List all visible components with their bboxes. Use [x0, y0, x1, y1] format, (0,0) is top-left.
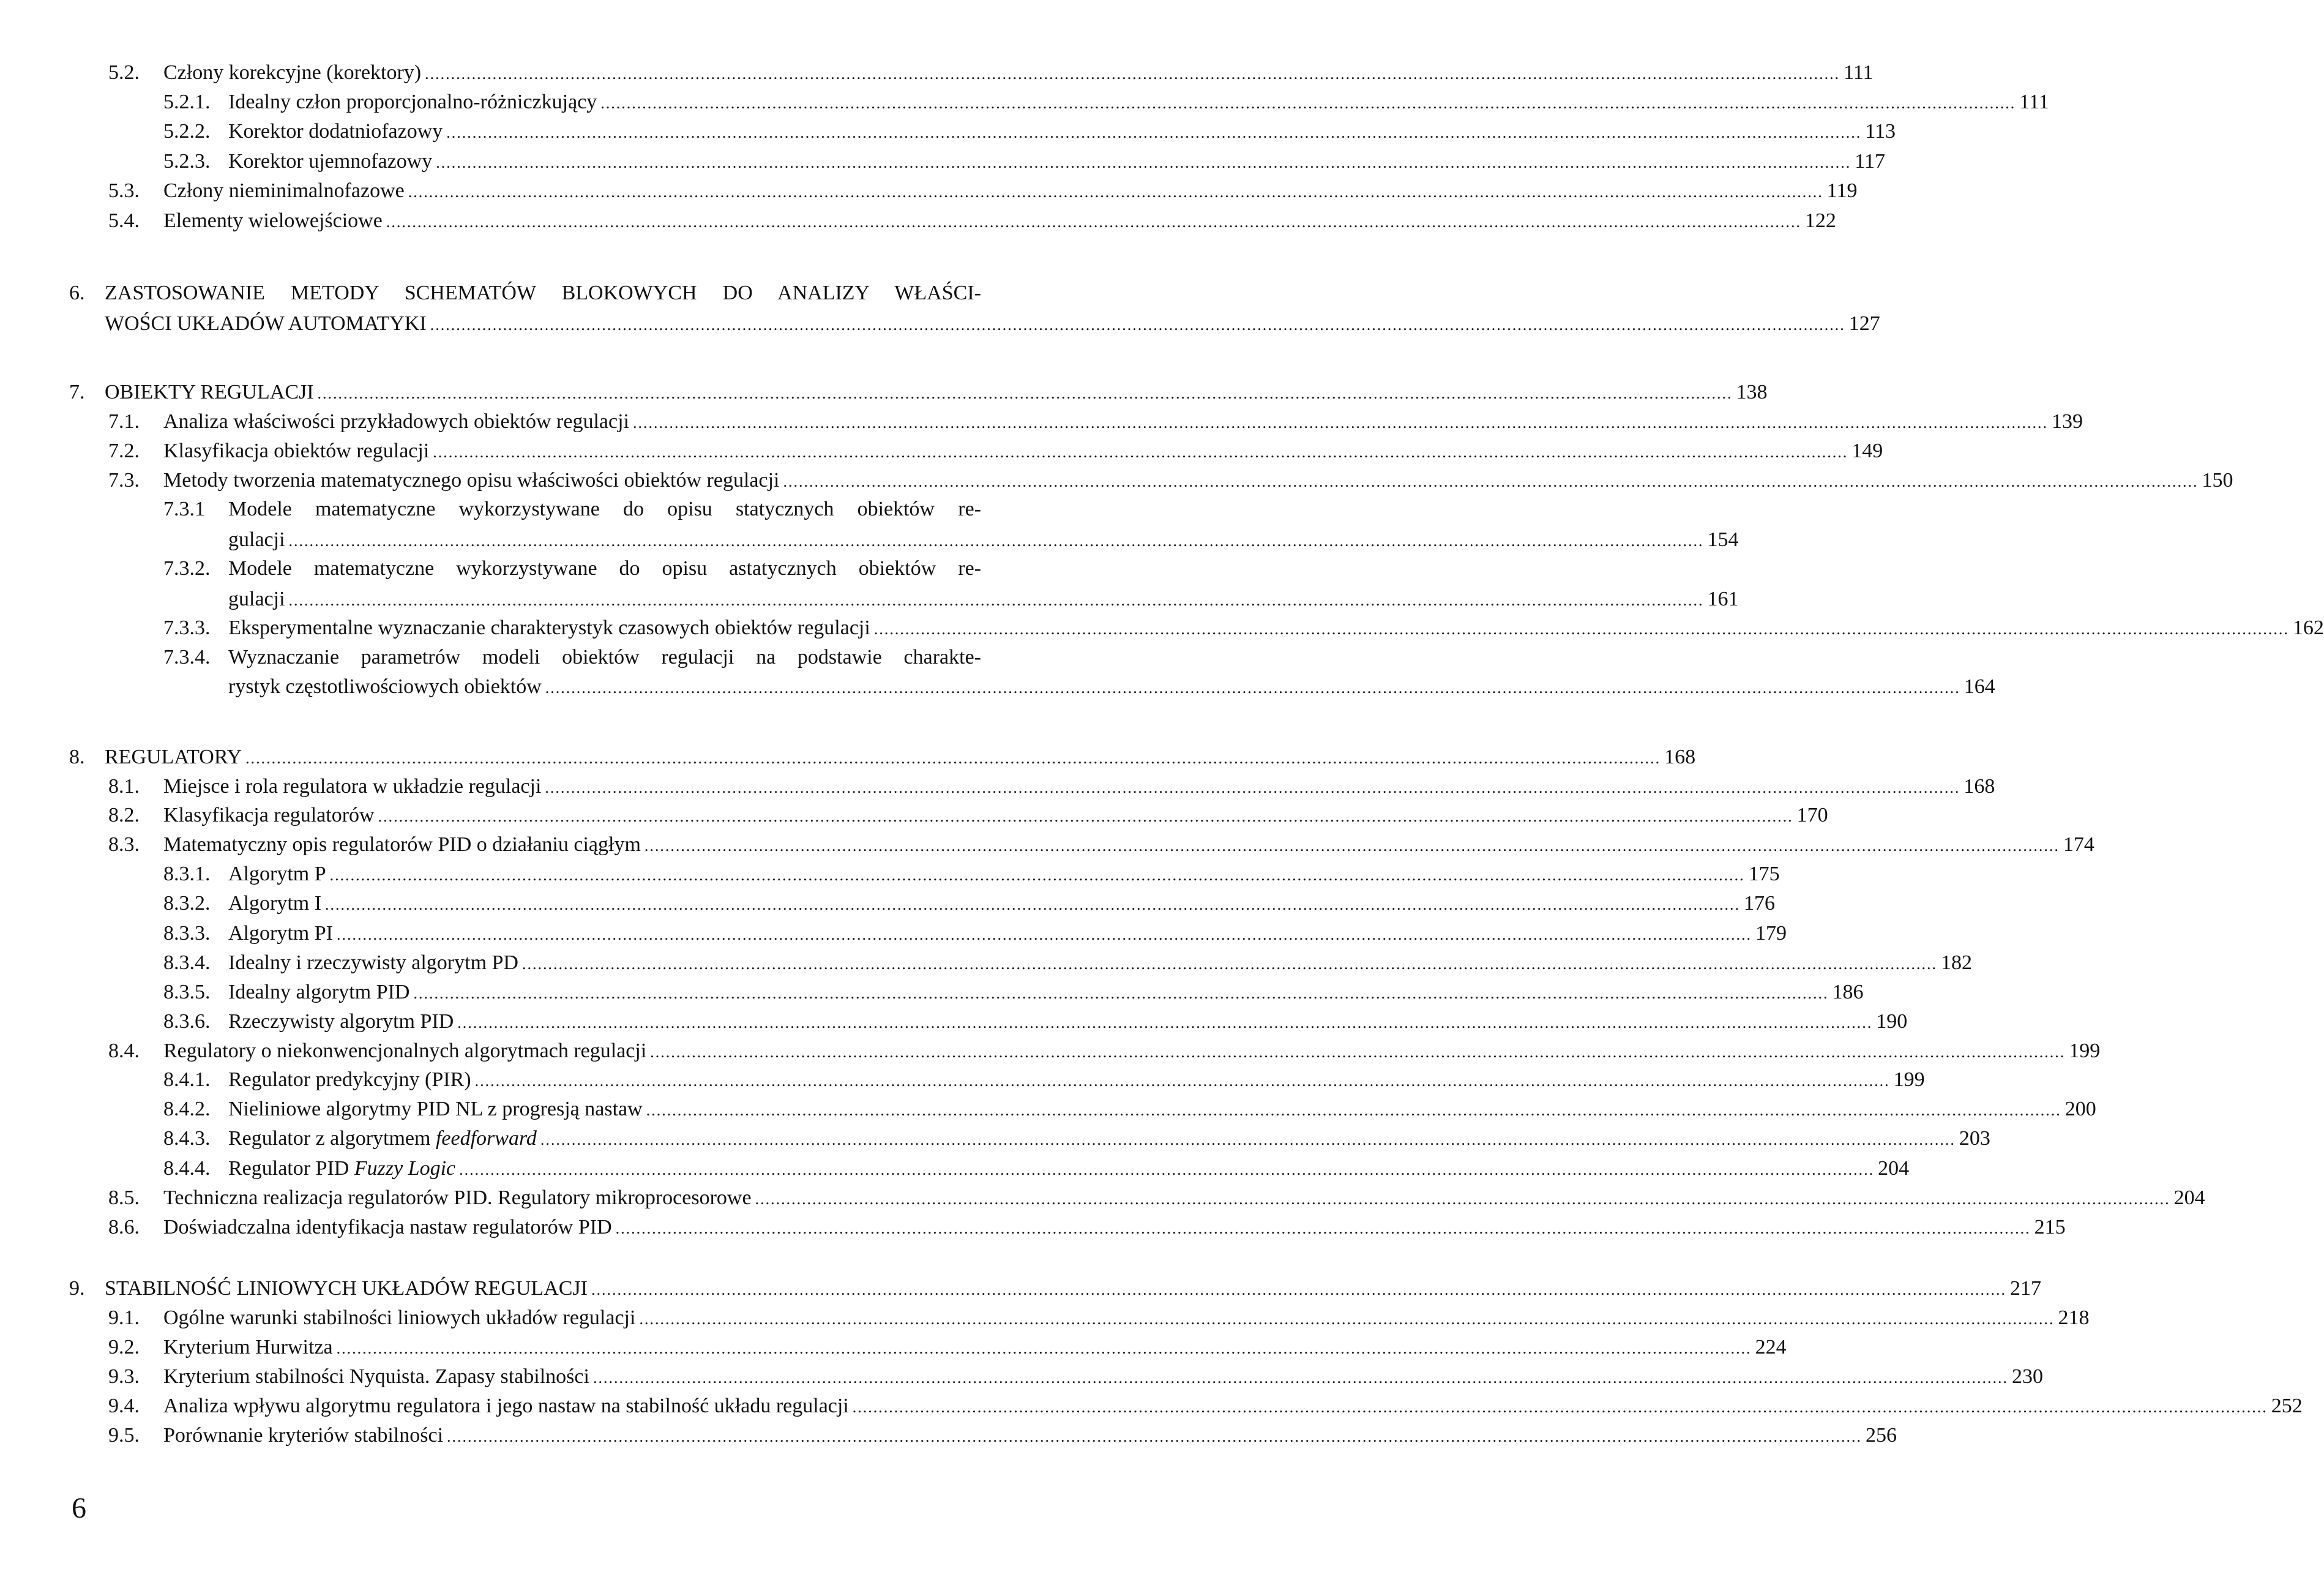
page-ref: 215 [2034, 1216, 2066, 1238]
entry-title: Analiza właściwości przykładowych obiektów regulacji [163, 410, 629, 433]
entry-title: OBIEKTY REGULACJI [105, 381, 314, 403]
entry-title-line-1: Wyznaczanie parametrów modeli obiektów regulacji na podstawie charakte- [228, 646, 981, 669]
dot-leader: ................................................................................................................................................................................................................................................................................ [632, 414, 2048, 432]
dot-leader: ................................................................................................................................................................................................................................................................................ [245, 749, 1661, 767]
toc-entry-8-2 [108, 803, 1828, 828]
section-number: 9.2. [108, 1336, 140, 1358]
entry-title: Idealny człon proporcjonalno-różniczkujący [228, 91, 597, 113]
section-number: 8.3.6. [163, 1010, 211, 1033]
toc-entry-5-2-3 [163, 149, 1886, 174]
page-ref: 162 [2292, 616, 2324, 639]
toc-entry-7 [69, 380, 1768, 405]
section-number: 8.5. [108, 1186, 140, 1209]
entry-title-italic: Fuzzy Logic [354, 1157, 456, 1180]
entry-title: Klasyfikacja obiektów regulacji [163, 440, 430, 462]
section-number: 8.6. [108, 1216, 140, 1238]
entry-title: Idealny algorytm PID [228, 981, 410, 1003]
page-ref: 186 [1832, 981, 1864, 1003]
toc-entry-9-2 [108, 1335, 1787, 1360]
dot-leader: ................................................................................................................................................................................................................................................................................ [600, 94, 2016, 112]
dot-leader: ................................................................................................................................................................................................................................................................................ [336, 926, 1752, 943]
entry-title: Matematyczny opis regulatorów PID o działaniu ciągłym [163, 833, 641, 856]
section-number: 9.4. [108, 1395, 140, 1417]
toc-entry-7-3 [108, 468, 2233, 493]
toc-entry-7-3-4 [163, 645, 1995, 703]
entry-title-line-2: rystyk częstotliwościowych obiektów [228, 675, 542, 698]
dot-leader: ................................................................................................................................................................................................................................................................................ [329, 866, 1745, 884]
section-number: 8.1. [108, 775, 140, 798]
entry-title: Regulator predykcyjny (PIR) [228, 1068, 471, 1091]
page-ref: 218 [2058, 1306, 2090, 1329]
entry-title: REGULATORY [105, 746, 242, 768]
page-ref: 200 [2064, 1098, 2096, 1120]
dot-leader: ................................................................................................................................................................................................................................................................................ [425, 65, 1840, 83]
page-ref: 176 [1744, 892, 1776, 915]
section-number: 9.5. [108, 1424, 140, 1447]
page-ref: 138 [1736, 381, 1768, 403]
entry-title: Kryterium Hurwitza [163, 1336, 333, 1358]
entry-title-line-2: gulacji [228, 528, 285, 551]
section-number: 8. [69, 746, 85, 768]
dot-leader: ................................................................................................................................................................................................................................................................................ [521, 955, 1937, 973]
toc-entry-7-3-2 [163, 556, 1739, 615]
toc-entry-5-2-2 [163, 119, 1896, 144]
toc-entry-8-4-1 [163, 1067, 1925, 1093]
page-ref: 174 [2063, 833, 2094, 856]
dot-leader: ................................................................................................................................................................................................................................................................................ [646, 1101, 2061, 1119]
toc-entry-8-6 [108, 1215, 2066, 1240]
entry-title: Metody tworzenia matematycznego opisu właściwości obiektów regulacji [163, 469, 780, 492]
page-ref: 204 [2173, 1186, 2205, 1209]
dot-leader: ................................................................................................................................................................................................................................................................................ [325, 896, 1741, 913]
page-ref: 111 [2019, 91, 2049, 113]
dot-leader: ................................................................................................................................................................................................................................................................................ [317, 384, 1733, 402]
entry-title: Algorytm PI [228, 922, 333, 945]
entry-title: Analiza wpływu algorytmu regulatora i jego nastaw na stabilność układu regulacji [163, 1395, 849, 1417]
dot-leader: ................................................................................................................................................................................................................................................................................ [615, 1219, 2031, 1237]
page-ref: 256 [1866, 1424, 1897, 1447]
page-ref: 204 [1878, 1157, 1910, 1180]
page-ref: 190 [1876, 1010, 1908, 1033]
toc-entry-8-3-5 [163, 980, 1864, 1005]
section-number: 7. [69, 381, 85, 403]
toc-entry-7-3-1 [163, 496, 1739, 555]
entry-title: Porównanie kryteriów stabilności [163, 1424, 444, 1447]
entry-title-line-2: WOŚCI UKŁADÓW AUTOMATYKI [105, 312, 427, 335]
entry-title: Regulator z algorytmem [228, 1127, 431, 1150]
toc-entry-7-3-3 [163, 615, 2324, 641]
section-number: 5.2.2. [163, 120, 211, 143]
toc-entry-8-3-2 [163, 891, 1776, 916]
dot-leader: ................................................................................................................................................................................................................................................................................ [592, 1369, 2008, 1387]
dot-leader: ................................................................................................................................................................................................................................................................................ [783, 473, 2199, 490]
page-ref: 170 [1796, 804, 1828, 826]
page-ref: 154 [1707, 528, 1739, 551]
entry-title: Korektor ujemnofazowy [228, 150, 433, 173]
entry-title: Ogólne warunki stabilności liniowych układów regulacji [163, 1306, 636, 1329]
toc-entry-5-4 [108, 208, 1836, 234]
entry-title-line-1: ZASTOSOWANIE METODY SCHEMATÓW BLOKOWYCH DO ANALIZY WŁAŚCI- [105, 282, 981, 304]
toc-entry-8-1 [108, 774, 1995, 800]
page-ref: 168 [1963, 775, 1995, 798]
dot-leader: ................................................................................................................................................................................................................................................................................ [413, 984, 1829, 1002]
entry-title-italic: feedforward [435, 1127, 537, 1150]
page-ref: 168 [1664, 746, 1696, 768]
entry-title: Techniczna realizacja regulatorów PID. Regulatory mikroprocesorowe [163, 1186, 752, 1209]
entry-title-line-1: Modele matematyczne wykorzystywane do opisu statycznych obiektów re- [228, 498, 981, 520]
toc-entry-5-2-1 [163, 89, 2049, 115]
dot-leader: ................................................................................................................................................................................................................................................................................ [408, 183, 1823, 201]
page-ref: 217 [2010, 1277, 2041, 1300]
toc-entry-8-3 [108, 832, 2094, 858]
page-ref: 199 [2069, 1040, 2101, 1062]
section-number: 8.3.4. [163, 951, 211, 974]
entry-title: Eksperymentalne wyznaczanie charakterystyk czasowych obiektów regulacji [228, 616, 870, 639]
entry-title: Idealny i rzeczywisty algorytm PD [228, 951, 518, 974]
page-ref: 127 [1848, 312, 1880, 335]
section-number: 8.3.3. [163, 922, 211, 945]
entry-title: Doświadczalna identyfikacja nastaw regulatorów PID [163, 1216, 612, 1238]
section-number: 6. [69, 282, 85, 304]
section-number: 8.3.5. [163, 981, 211, 1003]
page-ref: 150 [2202, 469, 2233, 492]
section-number: 8.3.2. [163, 892, 211, 915]
toc-entry-9-5 [108, 1423, 1897, 1448]
dot-leader: ................................................................................................................................................................................................................................................................................ [447, 1428, 1863, 1445]
dot-leader: ................................................................................................................................................................................................................................................................................ [430, 316, 1845, 334]
entry-title: STABILNOŚĆ LINIOWYCH UKŁADÓW REGULACJI [105, 1277, 588, 1300]
dot-leader: ................................................................................................................................................................................................................................................................................ [852, 1398, 2268, 1416]
page-ref: 122 [1804, 209, 1836, 232]
dot-leader: ................................................................................................................................................................................................................................................................................ [650, 1043, 2066, 1061]
page-ref: 113 [1865, 120, 1896, 143]
toc-entry-5-2 [108, 60, 1874, 86]
section-number: 9.3. [108, 1365, 140, 1388]
page-ref: 252 [2271, 1395, 2303, 1417]
entry-title: Elementy wielowejściowe [163, 209, 383, 232]
dot-leader: ................................................................................................................................................................................................................................................................................ [639, 1310, 2055, 1328]
toc-entry-8-3-3 [163, 921, 1787, 946]
toc-entry-8-5 [108, 1185, 2205, 1211]
dot-leader: ................................................................................................................................................................................................................................................................................ [446, 124, 1862, 141]
dot-leader: ................................................................................................................................................................................................................................................................................ [873, 620, 2289, 638]
dot-leader: ................................................................................................................................................................................................................................................................................ [336, 1339, 1752, 1357]
page-ref: 203 [1959, 1127, 1990, 1150]
entry-title: Regulatory o niekonwencjonalnych algorytmach regulacji [163, 1040, 647, 1062]
page-ref: 175 [1748, 863, 1780, 885]
section-number: 7.1. [108, 410, 140, 433]
toc-entry-9-1 [108, 1305, 2090, 1331]
toc-entry-8-3-4 [163, 950, 1972, 976]
dot-leader: ................................................................................................................................................................................................................................................................................ [459, 1161, 1875, 1178]
section-number: 8.4.2. [163, 1098, 211, 1120]
section-number: 8.4.1. [163, 1068, 211, 1091]
dot-leader: ................................................................................................................................................................................................................................................................................ [644, 837, 2060, 855]
section-number: 8.3. [108, 833, 140, 856]
toc-entry-9-3 [108, 1364, 2043, 1390]
dot-leader: ................................................................................................................................................................................................................................................................................ [433, 443, 1848, 461]
toc-entry-6 [69, 280, 1880, 339]
page-ref: 139 [2051, 410, 2083, 433]
section-number: 8.4.4. [163, 1157, 211, 1180]
page-ref: 164 [1963, 675, 1995, 698]
toc-entry-8-4-4 [163, 1156, 1910, 1182]
section-number: 8.4. [108, 1040, 140, 1062]
section-number: 7.2. [108, 440, 140, 462]
toc-entry-8 [69, 744, 1696, 770]
entry-title-line-1: Modele matematyczne wykorzystywane do opisu astatycznych obiektów re- [228, 557, 981, 580]
page-number: 6 [72, 1492, 86, 1524]
toc-entry-8-4-2 [163, 1096, 2096, 1122]
page-ref: 199 [1893, 1068, 1925, 1091]
page-ref: 182 [1940, 951, 1972, 974]
section-number: 9.1. [108, 1306, 140, 1329]
section-number: 7.3.1 [163, 498, 205, 520]
dot-leader: ................................................................................................................................................................................................................................................................................ [386, 213, 1801, 231]
dot-leader: ................................................................................................................................................................................................................................................................................ [545, 779, 1960, 796]
toc-entry-9-4 [108, 1393, 2303, 1419]
section-number: 9. [69, 1277, 85, 1300]
section-number: 5.2. [108, 61, 140, 84]
dot-leader: ................................................................................................................................................................................................................................................................................ [288, 532, 1704, 550]
section-number: 8.3.1. [163, 863, 211, 885]
toc-entry-8-4-3 [163, 1126, 1990, 1152]
page-ref: 117 [1855, 150, 1886, 173]
section-number: 5.2.3. [163, 150, 211, 173]
page-ref: 179 [1755, 922, 1787, 945]
page-ref: 149 [1851, 440, 1883, 462]
section-number: 7.3.3. [163, 616, 211, 639]
dot-leader: ................................................................................................................................................................................................................................................................................ [457, 1014, 1873, 1032]
dot-leader: ................................................................................................................................................................................................................................................................................ [474, 1072, 1890, 1090]
page-ref: 224 [1755, 1336, 1787, 1358]
entry-title: Człony korekcyjne (korektory) [163, 61, 422, 84]
entry-title: Kryterium stabilności Nyquista. Zapasy stabilności [163, 1365, 589, 1388]
toc-entry-9 [69, 1276, 2041, 1302]
entry-title: Rzeczywisty algorytm PID [228, 1010, 454, 1033]
dot-leader: ................................................................................................................................................................................................................................................................................ [378, 807, 1793, 825]
section-number: 5.2.1. [163, 91, 211, 113]
section-number: 8.4.3. [163, 1127, 211, 1150]
entry-title: Miejsce i rola regulatora w układzie regulacji [163, 775, 542, 798]
dot-leader: ................................................................................................................................................................................................................................................................................ [540, 1131, 1956, 1148]
dot-leader: ................................................................................................................................................................................................................................................................................ [436, 154, 1851, 171]
dot-leader: ................................................................................................................................................................................................................................................................................ [591, 1281, 2006, 1298]
page-ref: 161 [1707, 588, 1739, 610]
toc-entry-8-3-1 [163, 861, 1780, 887]
page-ref: 119 [1826, 179, 1858, 202]
entry-title: Klasyfikacja regulatorów [163, 804, 375, 826]
toc-entry-7-2 [108, 438, 1883, 464]
page-ref: 230 [2011, 1365, 2043, 1388]
toc-entry-8-3-6 [163, 1009, 1908, 1035]
entry-title: Algorytm I [228, 892, 322, 915]
toc-entry-5-3 [108, 178, 1858, 204]
section-number: 7.3.4. [163, 646, 211, 669]
dot-leader: ................................................................................................................................................................................................................................................................................ [288, 591, 1704, 609]
entry-title: Regulator PID [228, 1157, 349, 1180]
section-number: 7.3.2. [163, 557, 211, 580]
entry-title: Algorytm P [228, 863, 326, 885]
page-ref: 111 [1844, 61, 1874, 84]
dot-leader: ................................................................................................................................................................................................................................................................................ [545, 679, 1960, 697]
entry-title: Korektor dodatniofazowy [228, 120, 443, 143]
entry-title: Nieliniowe algorytmy PID NL z progresją nastaw [228, 1098, 643, 1120]
section-number: 5.4. [108, 209, 140, 232]
section-number: 5.3. [108, 179, 140, 202]
toc-entry-8-4 [108, 1038, 2101, 1064]
section-number: 7.3. [108, 469, 140, 492]
toc-entry-7-1 [108, 409, 2083, 435]
dot-leader: ................................................................................................................................................................................................................................................................................ [755, 1190, 2170, 1208]
entry-title-line-2: gulacji [228, 588, 285, 610]
section-number: 8.2. [108, 804, 140, 826]
entry-title: Człony nieminimalnofazowe [163, 179, 405, 202]
